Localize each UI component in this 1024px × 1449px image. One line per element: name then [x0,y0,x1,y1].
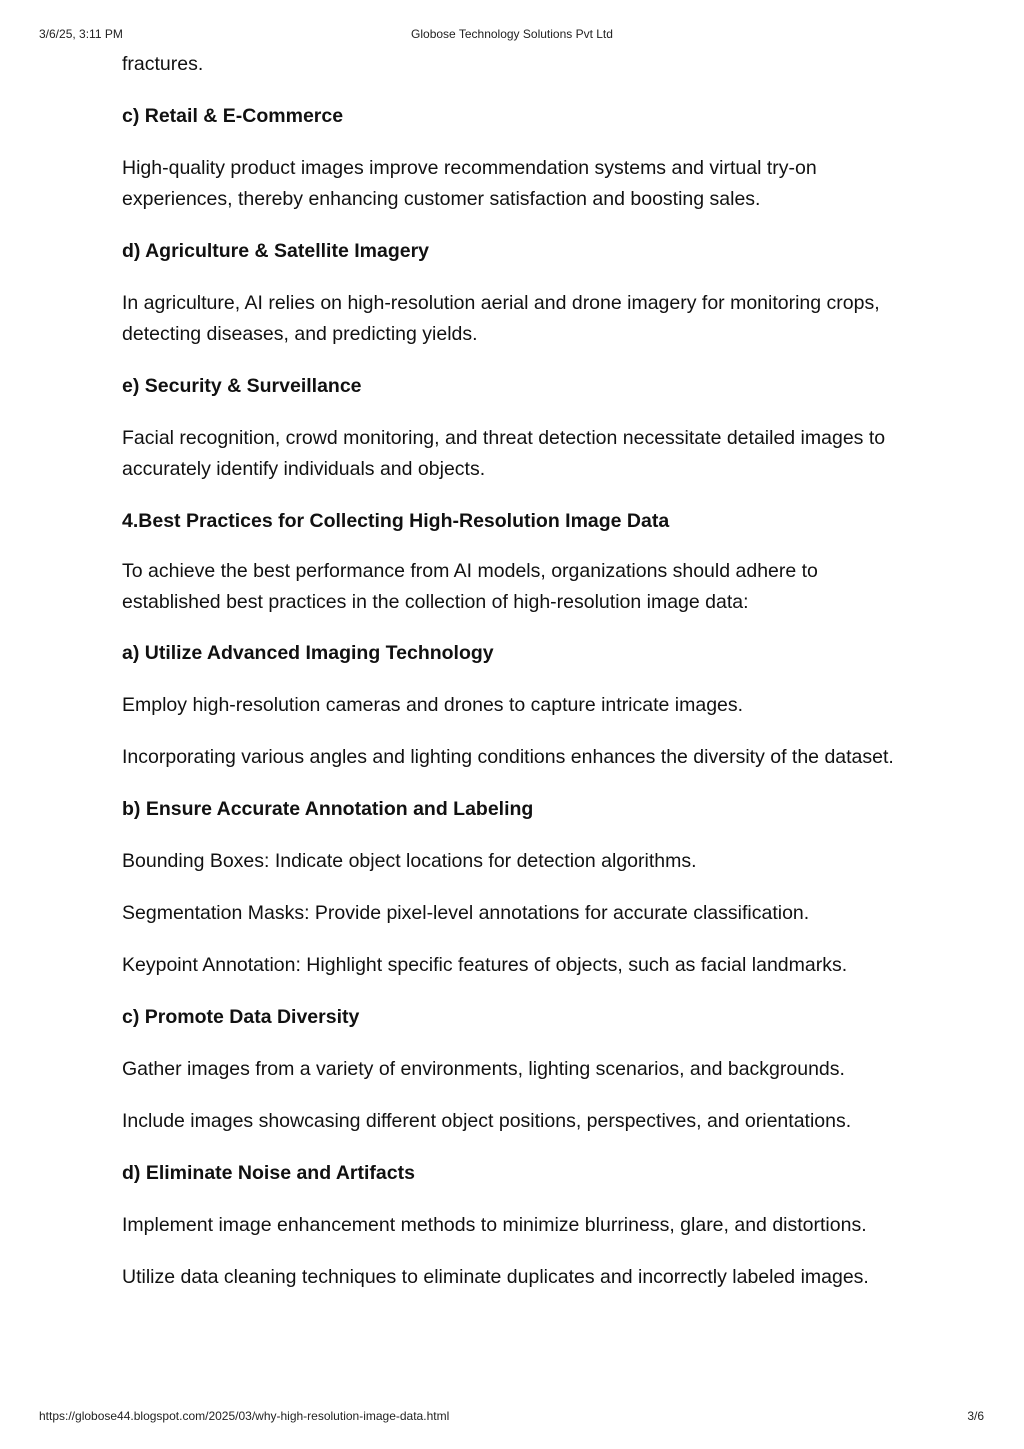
paragraph-bounding-boxes: Bounding Boxes: Indicate object locations for detection algorithms. [122,850,697,872]
print-header [0,27,1024,43]
heading-data-diversity: c) Promote Data Diversity [122,1006,360,1028]
paragraph-security: Facial recognition, crowd monitoring, and threat detection necessitate detailed images to accurately identify individuals and objects. [122,427,886,480]
paragraph-best-practices-intro: To achieve the best performance from AI models, organizations should adhere to established best practices in the collection of high-resolution image data: [122,560,818,613]
article-body [122,49,912,1314]
print-date: 3/6/25, 3:11 PM [39,27,123,41]
page-number: 3/6 [967,1409,984,1423]
print-footer [0,1409,1024,1425]
paragraph-imaging-1: Employ high-resolution cameras and drones to capture intricate images. [122,694,744,716]
heading-security: e) Security & Surveillance [122,375,362,397]
paragraph-noise-1: Implement image enhancement methods to minimize blurriness, glare, and distortions. [122,1214,867,1236]
heading-agriculture: d) Agriculture & Satellite Imagery [122,240,430,262]
heading-noise-artifacts: d) Eliminate Noise and Artifacts [122,1162,415,1184]
paragraph-agriculture: In agriculture, AI relies on high-resolution aerial and drone imagery for monitoring crops, detecting diseases, and predicting yields. [122,292,880,345]
paragraph-noise-2: Utilize data cleaning techniques to eliminate duplicates and incorrectly labeled images. [122,1266,869,1288]
paragraph-imaging-2: Incorporating various angles and lighting conditions enhances the diversity of the dataset. [122,746,894,768]
print-page-title: Globose Technology Solutions Pvt Ltd [411,27,613,41]
paragraph-diversity-1: Gather images from a variety of environments, lighting scenarios, and backgrounds. [122,1058,845,1080]
paragraph-segmentation-masks: Segmentation Masks: Provide pixel-level annotations for accurate classification. [122,902,810,924]
paragraph-keypoint-annotation: Keypoint Annotation: Highlight specific features of objects, such as facial landmarks. [122,954,848,976]
heading-best-practices: 4.Best Practices for Collecting High-Resolution Image Data [122,510,670,532]
paragraph-intro-tail: fractures. [122,53,204,75]
paragraph-retail: High-quality product images improve recommendation systems and virtual try-on experiences, thereby enhancing customer satisfaction and boosting sales. [122,157,817,210]
print-url: https://globose44.blogspot.com/2025/03/why-high-resolution-image-data.html [39,1409,450,1423]
heading-retail: c) Retail & E-Commerce [122,105,344,127]
paragraph-diversity-2: Include images showcasing different object positions, perspectives, and orientations. [122,1110,852,1132]
heading-annotation: b) Ensure Accurate Annotation and Labeling [122,798,534,820]
heading-imaging-technology: a) Utilize Advanced Imaging Technology [122,642,494,664]
